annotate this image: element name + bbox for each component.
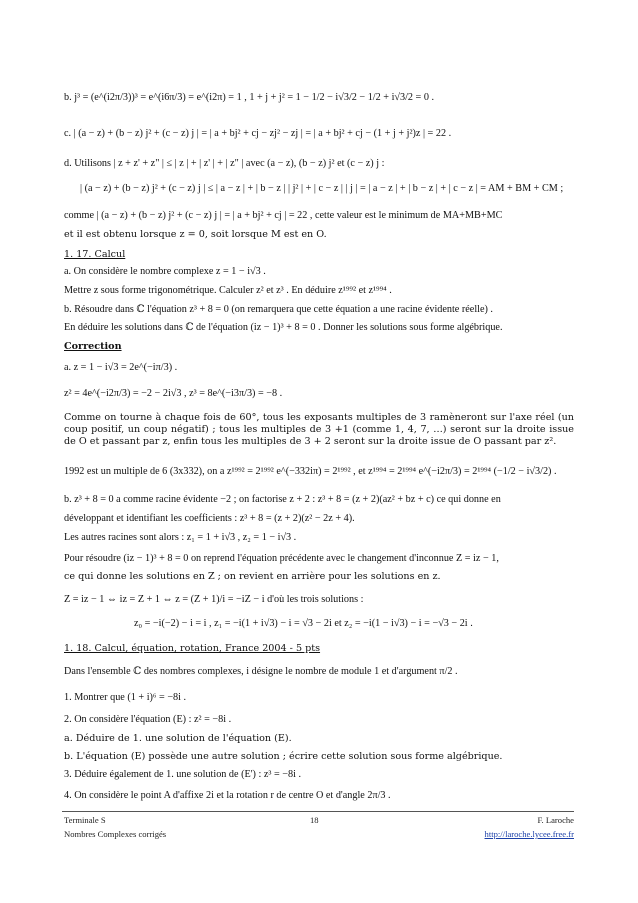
line-b-j-cube: b. j³ = (e^(i2π/3))³ = e^(i6π/3) = e^(i2π) = 1 , 1 + j + j² = 1 − 1/2 − i√3/2 − 1/2 + i√3/2 = 0 . — [64, 92, 435, 103]
footer-author: F. Laroche — [537, 815, 574, 825]
exercise-1-18-q2b: b. L'équation (E) possède une autre solution ; écrire cette solution sous forme algébrique. — [64, 751, 503, 762]
footer-course: Terminale S — [64, 815, 106, 825]
correction-b-back-substitution: ce qui donne les solutions en Z ; on revient en arrière pour les solutions en z. — [64, 571, 441, 582]
line-d-triangle-inequality: d. Utilisons | z + z' + z" | ≤ | z | + | z' | + | z" | avec (a − z), (b − z) j² et (c − z) j : — [64, 158, 385, 169]
section-heading-1-17: 1. 17. Calcul — [64, 249, 126, 260]
correction-b-factorisation: b. z³ + 8 = 0 a comme racine évidente −2 ; on factorise z + 2 : z³ + 8 = (z + 2)(az² + bz + c) ce qui donne en — [64, 494, 501, 505]
correction-b-identification: développant et identifiant les coefficients : z³ + 8 = (z + 2)(z² − 2z + 4). — [64, 513, 355, 524]
line-comme-minimum: comme | (a − z) + (b − z) j² + (c − z) j | = | a + bj² + cj | = 22 , cette valeur est le minimum de MA+MB+MC — [64, 210, 503, 221]
exercise-1-17-a: a. On considère le nombre complexe z = 1 − i√3 . — [64, 266, 266, 277]
line-d-inequality-chain: | (a − z) + (b − z) j² + (c − z) j | ≤ | a − z | + | b − z | | j² | + | c − z | | j | = | a − z | + | b − z | + | c − z | = AM + BM + CM ; — [80, 183, 564, 194]
correction-b-other-roots: Les autres racines sont alors : z₁ = 1 + i√3 , z₂ = 1 − i√3 . — [64, 532, 297, 543]
footer-divider — [62, 811, 574, 812]
exercise-1-17-b: b. Résoudre dans ℂ l'équation z³ + 8 = 0 (on remarquera que cette équation a une racine évidente réelle) . — [64, 304, 493, 315]
exercise-1-18-q1: 1. Montrer que (1 + i)⁶ = −8i . — [64, 692, 187, 703]
exercise-1-18-q3: 3. Déduire également de 1. une solution de (E') : z³ = −8i . — [64, 769, 302, 780]
line-c-modulus: c. | (a − z) + (b − z) j² + (c − z) j | = | a + bj² + cj − zj² − zj | = | a + bj² + cj − (1 + j + j²)z | = 22 . — [64, 128, 452, 139]
correction-a-exponential-form: a. z = 1 − i√3 = 2e^(−iπ/3) . — [64, 362, 178, 373]
correction-a-powers: z² = 4e^(−i2π/3) = −2 − 2i√3 , z³ = 8e^(−i3π/3) = −8 . — [64, 388, 283, 399]
line-minimum-conclusion: et il est obtenu lorsque z = 0, soit lorsque M est en O. — [64, 229, 327, 240]
section-heading-1-18: 1. 18. Calcul, équation, rotation, France 2004 - 5 pts — [64, 643, 321, 654]
exercise-1-18-intro: Dans l'ensemble ℂ des nombres complexes, i désigne le nombre de module 1 et d'argument π/2 . — [64, 666, 458, 677]
correction-a-z1992: 1992 est un multiple de 6 (3x332), on a z¹⁹⁹² = 2¹⁹⁹² e^(−332iπ) = 2¹⁹⁹² , et z¹⁹⁹⁴ = 2¹⁹⁹⁴ e^(−i2π/3) = 2¹⁹⁹⁴ (−1/2 − i√3/2) . — [64, 466, 557, 477]
footer-website-link[interactable]: http://laroche.lycee.free.fr — [484, 829, 574, 839]
correction-b-change-of-variable: Pour résoudre (iz − 1)³ + 8 = 0 on reprend l'équation précédente avec le changement d'inconnue Z = iz − 1, — [64, 553, 499, 564]
correction-heading: Correction — [64, 341, 122, 352]
correction-b-z-expression: Z = iz − 1 ⇔ iz = Z + 1 ⇔ z = (Z + 1)/i = −iZ − i d'où les trois solutions : — [64, 594, 364, 605]
exercise-1-18-q2: 2. On considère l'équation (E) : z² = −8i . — [64, 714, 232, 725]
exercise-1-17-a-question: Mettre z sous forme trigonométrique. Calculer z² et z³ . En déduire z¹⁹⁹² et z¹⁹⁹⁴ . — [64, 285, 392, 296]
exercise-1-18-q4: 4. On considère le point A d'affixe 2i et la rotation r de centre O et d'angle 2π/3 . — [64, 790, 391, 801]
correction-a-explanation: Comme on tourne à chaque fois de 60°, tous les exposants multiples de 3 ramèneront sur l'axe réel (un coup positif, un coup négatif) ; tous les multiples de 3 +1 (comme 1, 4, 7, …) seront sur la droite issue de O et passant par z, enfin tous les multiples de 3 + 2 seront sur la droite issue de O passant par z². — [64, 412, 574, 447]
footer-page-number: 18 — [310, 815, 319, 825]
exercise-1-18-q2a: a. Déduire de 1. une solution de l'équation (E). — [64, 733, 292, 744]
exercise-1-17-b-question: En déduire les solutions dans ℂ de l'équation (iz − 1)³ + 8 = 0 . Donner les solutions sous forme algébrique. — [64, 322, 503, 333]
correction-b-three-solutions: z₀ = −i(−2) − i = i , z₁ = −i(1 + i√3) − i = √3 − 2i et z₂ = −i(1 − i√3) − i = −√3 − 2i . — [134, 618, 473, 629]
footer-chapter: Nombres Complexes corrigés — [64, 829, 167, 839]
